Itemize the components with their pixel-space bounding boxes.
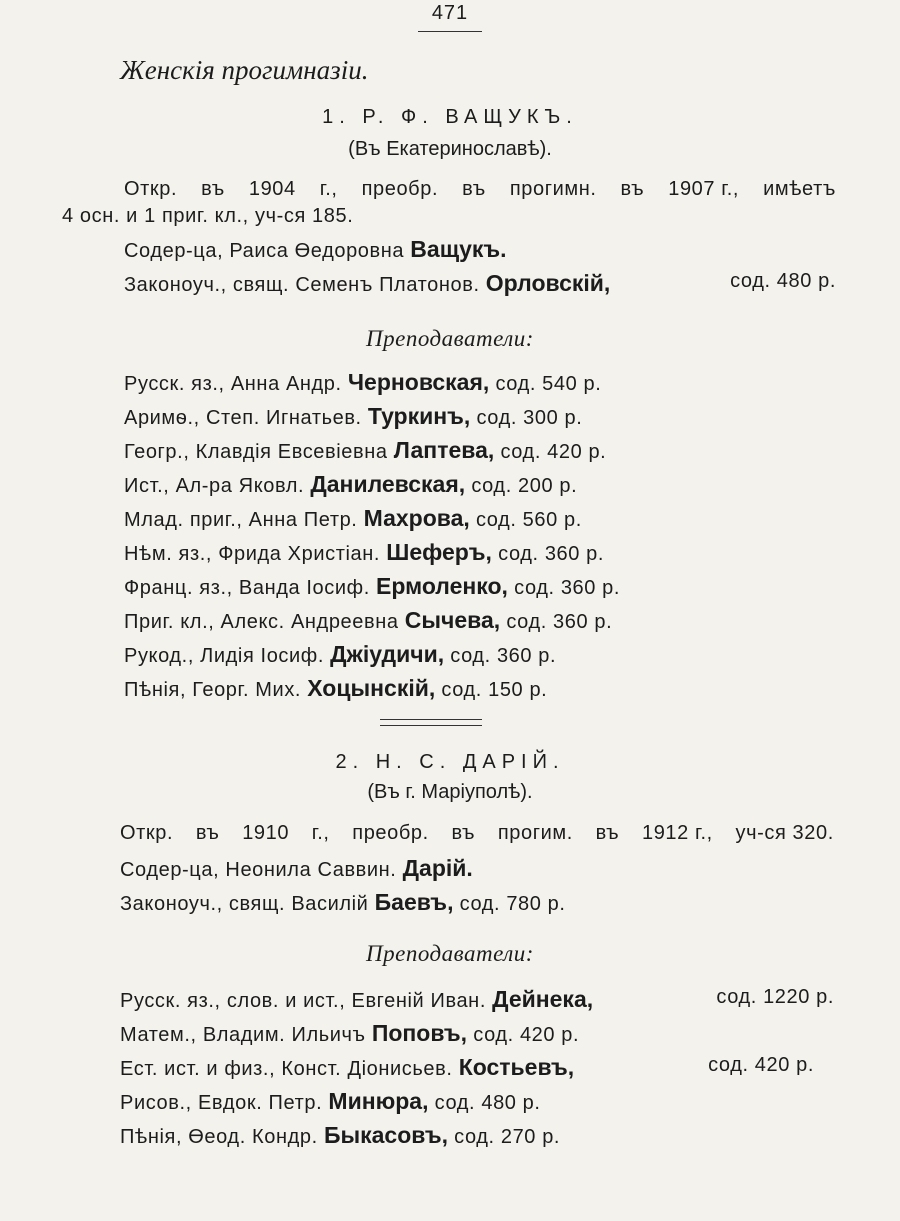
teacher-name: Ермоленко,: [376, 573, 508, 599]
teacher-title: Русск. яз., слов. и ист., Евгеній Иван.: [120, 990, 486, 1012]
word: Откр.: [124, 178, 178, 200]
teacher-salary: сод. 360 р.: [514, 577, 621, 599]
head-title: Содер-ца, Раиса Өедоровна: [124, 240, 405, 262]
priest-title: Законоуч., свящ. Семенъ Платонов.: [124, 274, 480, 296]
word: уч-ся 320.: [735, 822, 834, 844]
word: 1910: [242, 822, 290, 844]
school-2-opened-line: [120, 822, 834, 845]
school-2-teachers-title: Преподаватели:: [366, 941, 534, 966]
teacher-name: Туркинъ,: [367, 403, 471, 429]
word: 1907 г.,: [668, 178, 740, 200]
teacher-row: [124, 607, 612, 634]
teacher-title: Пѣнія, Георг. Мих.: [124, 679, 302, 701]
teacher-row: [120, 1088, 541, 1115]
head-title: Содер-ца, Неонила Саввин.: [120, 859, 397, 881]
teacher-name: Лаптева,: [393, 437, 495, 463]
teacher-row: [124, 641, 556, 668]
word: Откр.: [120, 822, 174, 844]
page-number: 471: [431, 2, 469, 24]
teacher-title: Рисов., Евдок. Петр.: [120, 1092, 323, 1114]
word: въ: [451, 822, 476, 844]
school-1-head: [124, 236, 507, 263]
teacher-row: [124, 369, 601, 396]
priest-salary: сод. 480 р.: [730, 270, 836, 292]
priest-name: Баевъ,: [374, 889, 454, 915]
teacher-name: Минюра,: [328, 1088, 429, 1114]
teacher-title: Аримѳ., Степ. Игнатьев.: [124, 407, 362, 429]
teacher-title: Матем., Владим. Ильичъ: [120, 1024, 366, 1046]
school-1-location: (Въ Екатеринославѣ).: [348, 138, 552, 160]
school-1-opened-line: [124, 178, 836, 201]
teacher-title: Пѣнія, Өеод. Кондр.: [120, 1126, 318, 1148]
word: 1904: [248, 178, 296, 200]
school-1-opened-line-2: 4 осн. и 1 приг. кл., уч-ся 185.: [62, 205, 354, 227]
teacher-row: [124, 539, 604, 566]
teacher-salary: сод. 300 р.: [476, 407, 583, 429]
school-1-priest: [124, 270, 836, 297]
teacher-name: Быкасовъ,: [323, 1122, 448, 1148]
teacher-salary: сод. 200 р.: [471, 475, 578, 497]
word: въ: [195, 822, 220, 844]
teacher-salary: сод. 560 р.: [475, 509, 582, 531]
teacher-name: Шеферъ,: [386, 539, 492, 565]
teacher-name: Махрова,: [363, 505, 470, 531]
school-2-location: (Въ г. Маріуполѣ).: [367, 781, 533, 803]
teacher-salary: сод. 420 р.: [500, 441, 607, 463]
teacher-salary: сод. 540 р.: [495, 373, 602, 395]
word: г.,: [319, 178, 338, 200]
teacher-salary: сод. 150 р.: [441, 679, 548, 701]
word: въ: [620, 178, 645, 200]
school-2-priest: [120, 889, 566, 916]
teacher-salary: сод. 270 р.: [454, 1126, 561, 1148]
school-1-teachers-title: Преподаватели:: [366, 326, 534, 351]
section-divider: [380, 719, 482, 726]
section-title: Женскія прогимназіи.: [120, 55, 369, 85]
school-1-heading: 1. Р. Ф. ВАЩУКЪ.: [322, 106, 578, 128]
teacher-name: Поповъ,: [371, 1020, 468, 1046]
teacher-title: Франц. яз., Ванда Іосиф.: [124, 577, 370, 599]
teacher-name: Дейнека,: [492, 986, 594, 1012]
teacher-row: [124, 403, 582, 430]
teacher-title: Приг. кл., Алекс. Андреевна: [124, 611, 399, 633]
teacher-row: [124, 471, 577, 498]
teacher-salary: сод. 420 р.: [708, 1054, 814, 1076]
teacher-name: Данилевская,: [310, 471, 466, 497]
teacher-row: [120, 1054, 814, 1081]
word: г.,: [311, 822, 330, 844]
teacher-row: [120, 986, 834, 1013]
word: 1912 г.,: [641, 822, 713, 844]
teacher-title: Ист., Ал-ра Яковл.: [124, 475, 305, 497]
word: въ: [595, 822, 620, 844]
teacher-name: Сычева,: [404, 607, 501, 633]
teacher-row: [124, 573, 620, 600]
teacher-row: [124, 505, 582, 532]
priest-title: Законоуч., свящ. Василій: [120, 893, 369, 915]
teacher-title: Русск. яз., Анна Андр.: [124, 373, 342, 395]
teacher-title: Млад. приг., Анна Петр.: [124, 509, 358, 531]
teacher-title: Геогр., Клавдія Евсевіевна: [124, 441, 388, 463]
teacher-title: Рукод., Лидія Іосиф.: [124, 645, 324, 667]
word: прогим.: [497, 822, 573, 844]
school-2-head: [120, 855, 473, 882]
teacher-row: [124, 437, 606, 464]
priest-salary: сод. 780 р.: [459, 893, 566, 915]
school-2-heading: 2. Н. С. ДАРІЙ.: [335, 751, 565, 773]
teacher-title: Нѣм. яз., Фрида Христіан.: [124, 543, 381, 565]
teacher-salary: сод. 420 р.: [473, 1024, 580, 1046]
word: въ: [462, 178, 486, 200]
word: преобр.: [361, 178, 439, 200]
teacher-row: [124, 675, 547, 702]
page-number-rule: [418, 31, 482, 32]
teacher-name: Черновская,: [347, 369, 490, 395]
priest-name: Орловскій,: [485, 270, 611, 296]
teacher-row: [120, 1122, 560, 1149]
teacher-salary: сод. 1220 р.: [716, 986, 834, 1008]
teacher-name: Хоцынскій,: [307, 675, 436, 701]
teacher-salary: сод. 360 р.: [506, 611, 613, 633]
teacher-salary: сод. 480 р.: [434, 1092, 541, 1114]
teacher-name: Костьевъ,: [458, 1054, 575, 1080]
teacher-salary: сод. 360 р.: [450, 645, 557, 667]
teacher-row: [120, 1020, 579, 1047]
word: въ: [201, 178, 225, 200]
teacher-name: Джіудичи,: [330, 641, 445, 667]
teacher-salary: сод. 360 р.: [498, 543, 605, 565]
word: прогимн.: [509, 178, 597, 200]
word: преобр.: [352, 822, 429, 844]
head-name: Дарій.: [402, 855, 473, 881]
head-name: Ващукъ.: [410, 236, 507, 262]
word: имѣетъ: [763, 178, 836, 200]
teacher-title: Ест. ист. и физ., Конст. Діонисьев.: [120, 1058, 453, 1080]
